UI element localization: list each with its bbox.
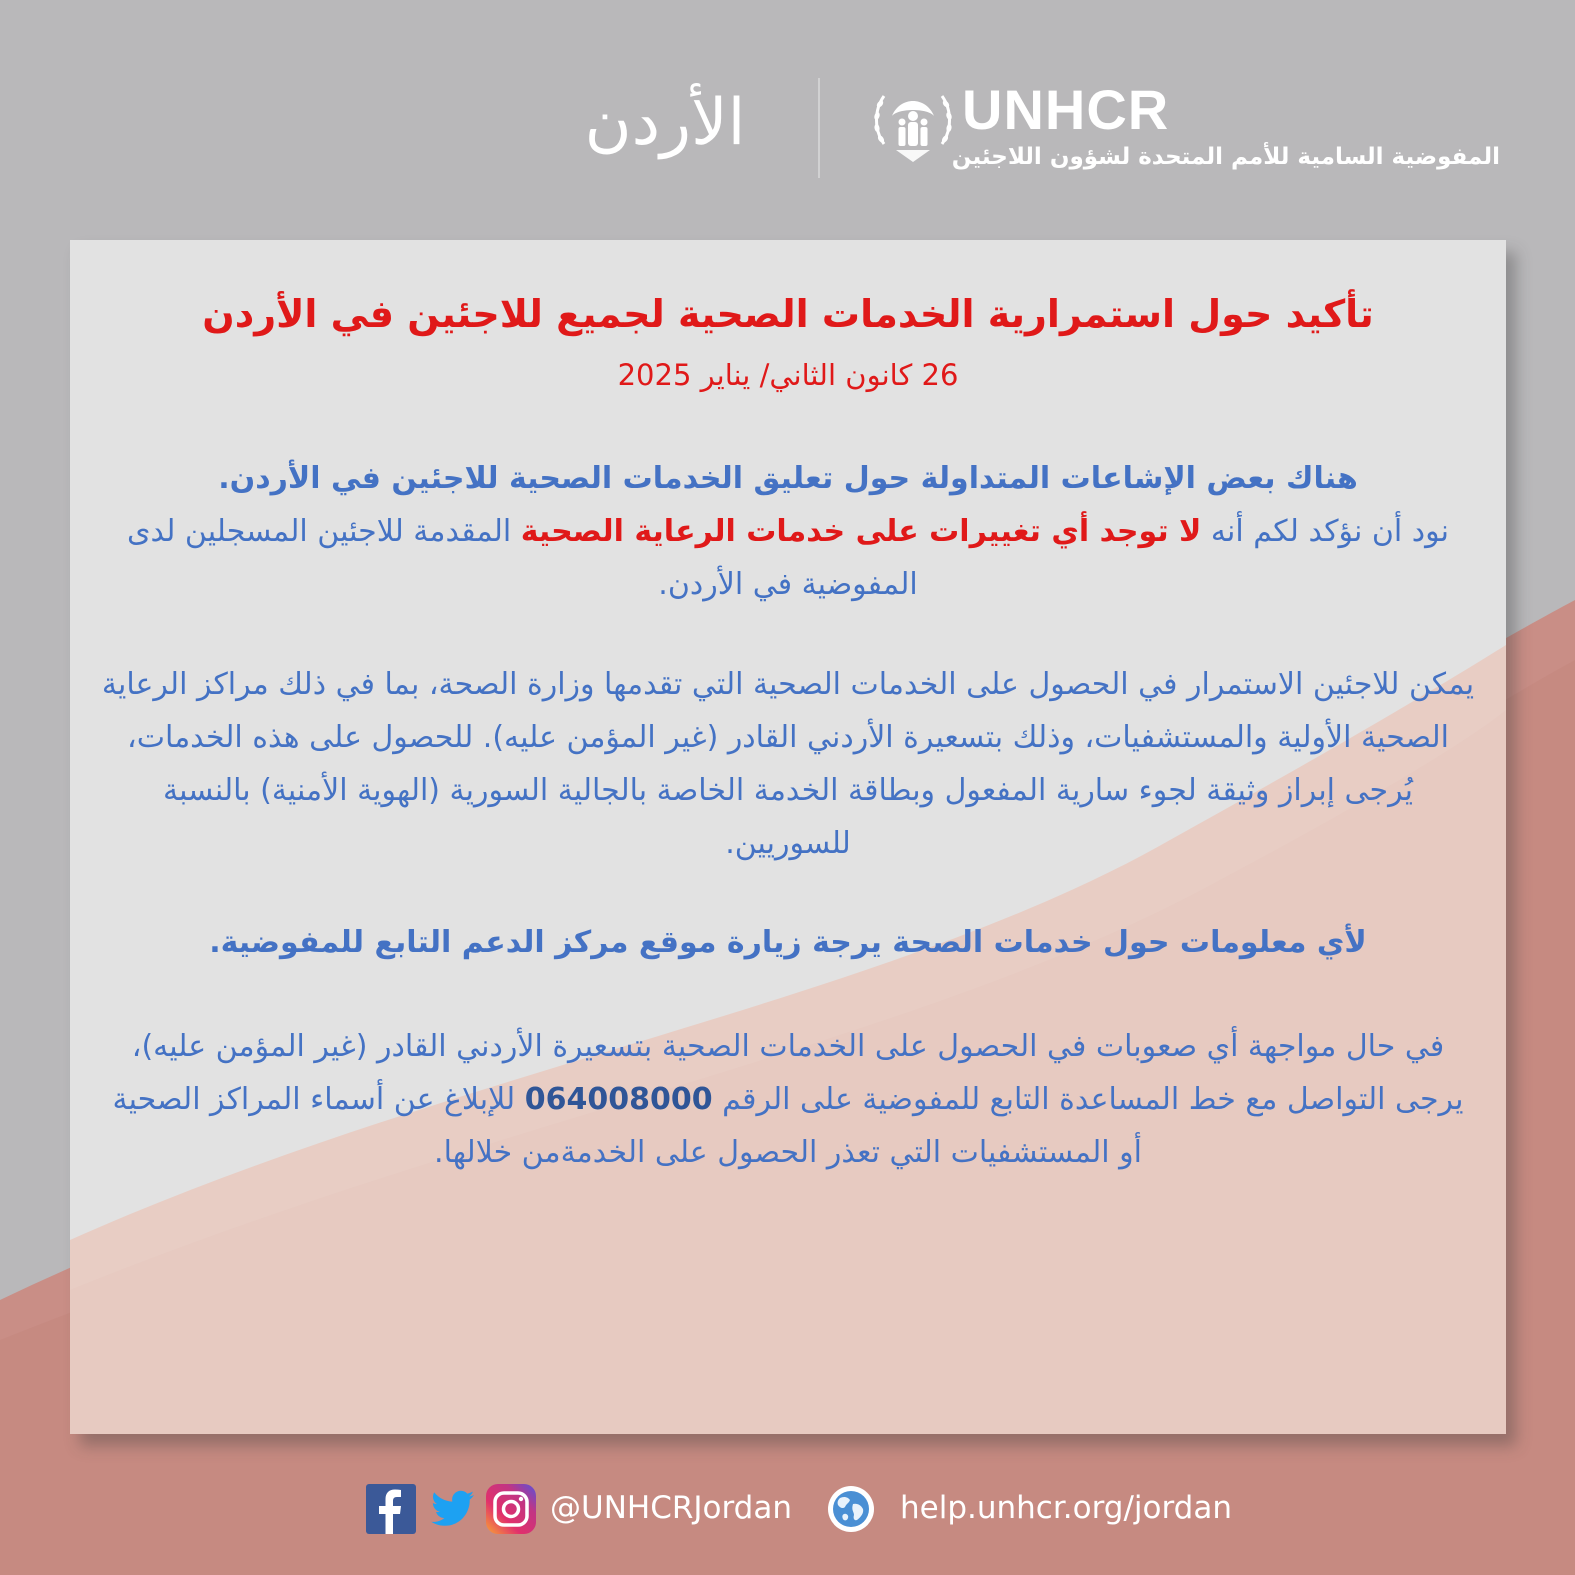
rumors-intro: هناك بعض الإشاعات المتداولة حول تعليق الخدمات الصحية للاجئين في الأردن.	[218, 461, 1358, 496]
notice-content	[70, 240, 1506, 1434]
paragraph-helpline	[98, 1020, 1478, 1179]
no-changes-highlight: لا توجد أي تغييرات على خدمات الرعاية الصحية	[520, 514, 1202, 549]
paragraph-rumors	[98, 452, 1478, 611]
header	[0, 70, 1575, 190]
notice-title: تأكيد حول استمرارية الخدمات الصحية لجميع للاجئين في الأردن	[202, 292, 1374, 336]
statement-tail: المقدمة للاجئين المسجلين لدى المفوضية في الأردن.	[127, 514, 918, 602]
no-changes-statement	[98, 505, 1478, 611]
facebook-icon[interactable]	[366, 1484, 416, 1534]
helpline-phone[interactable]: 064008000	[524, 1082, 713, 1117]
instagram-icon[interactable]	[486, 1484, 536, 1534]
social-handle[interactable]: @UNHCRJordan	[550, 1490, 793, 1526]
notice-card	[70, 240, 1506, 1434]
footer	[0, 1484, 1575, 1540]
brand-name: UNHCR	[962, 78, 1170, 141]
header-divider	[818, 78, 820, 178]
paragraph-access: يمكن للاجئين الاستمرار في الحصول على الخدمات الصحية التي تقدمها وزارة الصحة، بما في ذلك مراكز الرعاية الصحية الأولية والمستشفيات، وذلك بتسعيرة الأردني القادر (غير المؤمن عليه). للحصول على هذه الخدمات، يُرجى إبراز وثيقة لجوء سارية المفعول وبطاقة الخدمة الخاصة بالجالية السورية (الهوية الأمنية) بالنسبة للسوريين.	[101, 667, 1475, 861]
helpline-tail: للإبلاغ عن أسماء المراكز الصحية أو المستشفيات التي تعذر الحصول على الخدمةمن خلالها.	[112, 1082, 1142, 1170]
website-link[interactable]: help.unhcr.org/jordan	[900, 1490, 1232, 1526]
brand-subtitle: المفوضية السامية للأمم المتحدة لشؤون اللاجئين	[951, 144, 1500, 170]
statement-lead: نود أن نؤكد لكم أنه	[1201, 514, 1449, 549]
globe-icon[interactable]	[826, 1484, 876, 1534]
notice-date: 26 كانون الثاني/ يناير 2025	[617, 358, 959, 392]
paragraph-help-center: لأي معلومات حول خدمات الصحة يرجة زيارة موقع مركز الدعم التابع للمفوضية.	[209, 925, 1367, 960]
unhcr-emblem-icon	[870, 82, 956, 168]
helpline-lead: في حال مواجهة أي صعوبات في الحصول على الخدمات الصحية بتسعيرة الأردني القادر (غير المؤمن عليه)، يرجى التواصل مع خط المساعدة التابع للمفوضية على الرقم	[131, 1029, 1464, 1117]
twitter-icon[interactable]	[428, 1484, 478, 1534]
country-label: الأردن	[584, 86, 746, 160]
